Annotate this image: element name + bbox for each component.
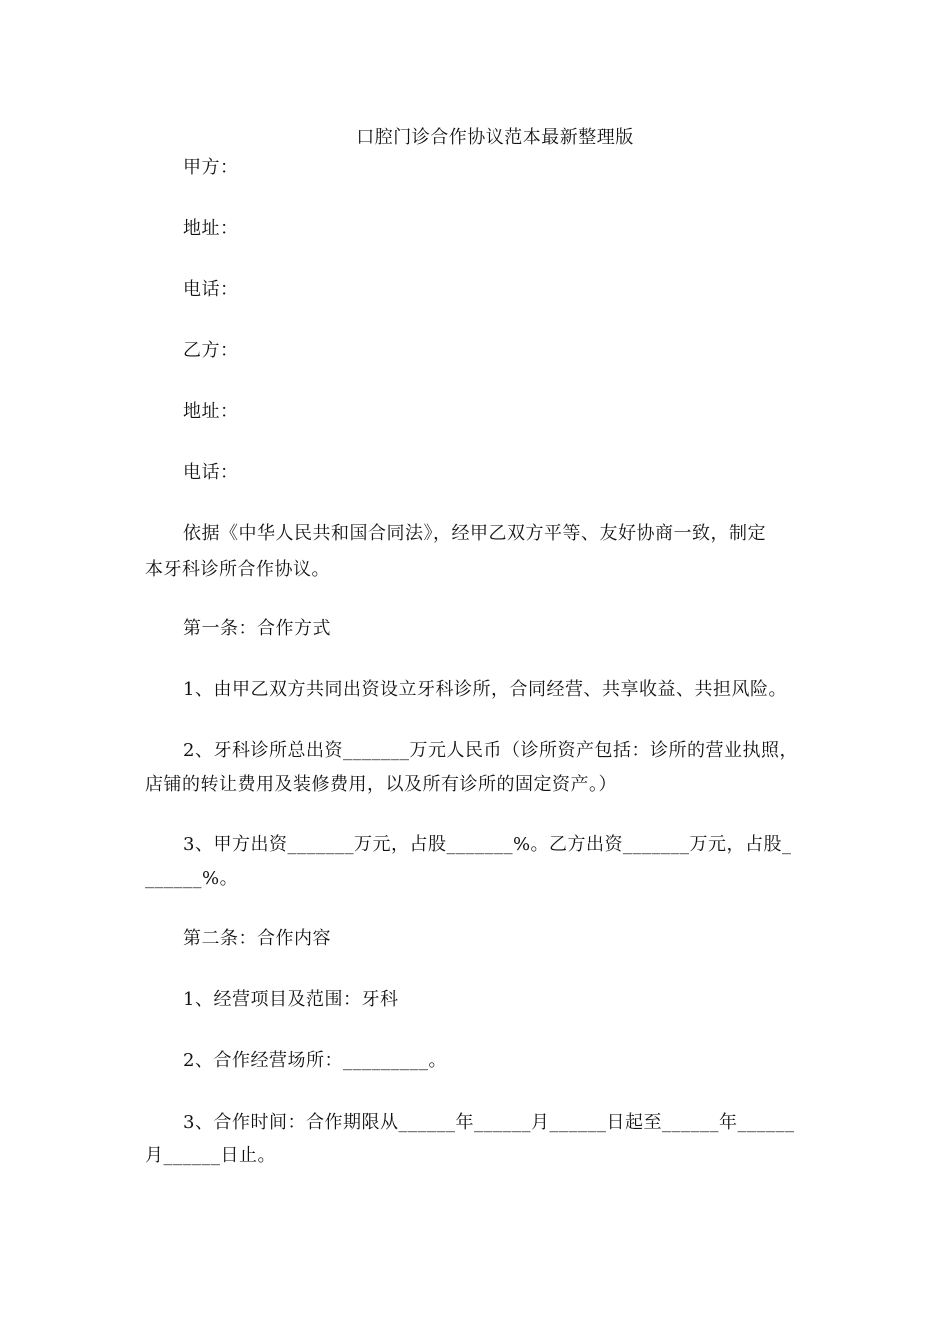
article-1-clause-3-line-1: 3、甲方出资_______万元，占股_______%。乙方出资_______万元，占股_: [183, 834, 792, 855]
article-1-heading: 第一条：合作方式: [183, 618, 331, 639]
party-b-address-label: 地址：: [183, 401, 239, 422]
article-2-clause-2: 2、合作经营场所：_________。: [183, 1050, 447, 1071]
party-b-label: 乙方：: [183, 340, 239, 361]
article-1-clause-1: 1、由甲乙双方共同出资设立牙科诊所，合同经营、共享收益、共担风险。: [183, 679, 787, 700]
document-title: 口腔门诊合作协议范本最新整理版: [356, 127, 634, 148]
preamble-line-2: 本牙科诊所合作协议。: [145, 559, 330, 580]
party-a-address-label: 地址：: [183, 218, 239, 239]
article-2-clause-3-line-2: 月______日止。: [145, 1145, 276, 1166]
party-a-label: 甲方：: [183, 157, 239, 178]
preamble-line-1: 依据《中华人民共和国合同法》，经甲乙双方平等、友好协商一致，制定: [183, 523, 766, 544]
party-b-phone-label: 电话：: [183, 462, 239, 483]
article-2-clause-1: 1、经营项目及范围：牙科: [183, 989, 399, 1010]
article-2-clause-3-line-1: 3、合作时间：合作期限从______年______月______日起至______年______: [183, 1112, 795, 1133]
article-1-clause-2-line-2: 店铺的转让费用及装修费用，以及所有诊所的固定资产。）: [145, 774, 617, 795]
party-a-phone-label: 电话：: [183, 279, 239, 300]
article-1-clause-3-line-2: ______%。: [145, 868, 239, 889]
article-1-clause-2-line-1: 2、牙科诊所总出资_______万元人民币（诊所资产包括：诊所的营业执照，: [183, 740, 798, 761]
article-2-heading: 第二条：合作内容: [183, 928, 331, 949]
